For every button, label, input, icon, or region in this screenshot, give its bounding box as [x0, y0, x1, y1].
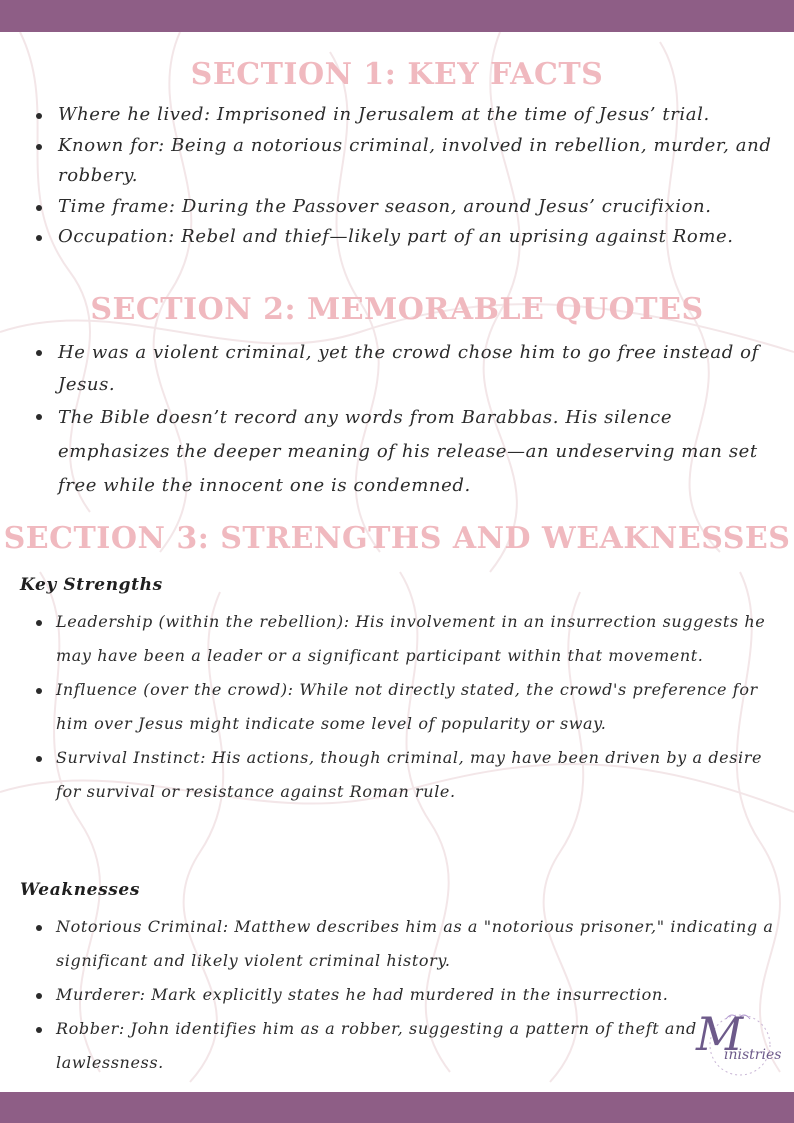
weaknesses-list [56, 910, 776, 1080]
section1-heading: SECTION 1: KEY FACTS [190, 57, 604, 92]
list-item: Notorious Criminal: Matthew describes him as a "notorious prisoner," indicating a significant and likely violent criminal history. [56, 910, 776, 978]
weaknesses-heading: Weaknesses [20, 880, 141, 900]
list-item: Influence (over the crowd): While not directly stated, the crowd's preference for him over Jesus might indicate some level of popularity or sway. [56, 673, 772, 741]
list-item: Time frame: During the Passover season, around Jesus’ crucifixion. [58, 192, 778, 223]
key-facts-list [58, 100, 778, 253]
logo-letter: M [696, 1007, 744, 1061]
list-item: Survival Instinct: His actions, though criminal, may have been driven by a desire for survival or resistance against Roman rule. [56, 741, 772, 809]
list-item: Known for: Being a notorious criminal, involved in rebellion, murder, and robbery. [58, 131, 778, 192]
key-strengths-heading: Key Strengths [20, 575, 163, 595]
list-item: Murderer: Mark explicitly states he had murdered in the insurrection. [56, 978, 776, 1012]
logo-text: inistries [724, 1047, 782, 1063]
section3-heading: SECTION 3: STRENGTHS AND WEAKNESSES [3, 521, 791, 556]
ministries-logo [696, 1005, 786, 1085]
list-item: Leadership (within the rebellion): His involvement in an insurrection suggests he may have been a leader or a significant participant within that movement. [56, 605, 772, 673]
bottom-bar [0, 1092, 794, 1123]
memorable-quotes-list [58, 337, 768, 503]
top-bar [0, 0, 794, 32]
list-item: He was a violent criminal, yet the crowd chose him to go free instead of Jesus. [58, 337, 768, 401]
list-item: Occupation: Rebel and thief—likely part of an uprising against Rome. [58, 222, 778, 253]
page-content [0, 32, 794, 1092]
list-item: Where he lived: Imprisoned in Jerusalem at the time of Jesus’ trial. [58, 100, 778, 131]
section2-heading: SECTION 2: MEMORABLE QUOTES [90, 292, 704, 327]
list-item: The Bible doesn’t record any words from Barabbas. His silence emphasizes the deeper meaning of his release—an undeserving man set free while the innocent one is condemned. [58, 401, 768, 503]
list-item: Robber: John identifies him as a robber, suggesting a pattern of theft and lawlessness. [56, 1012, 776, 1080]
strengths-list [56, 605, 772, 809]
